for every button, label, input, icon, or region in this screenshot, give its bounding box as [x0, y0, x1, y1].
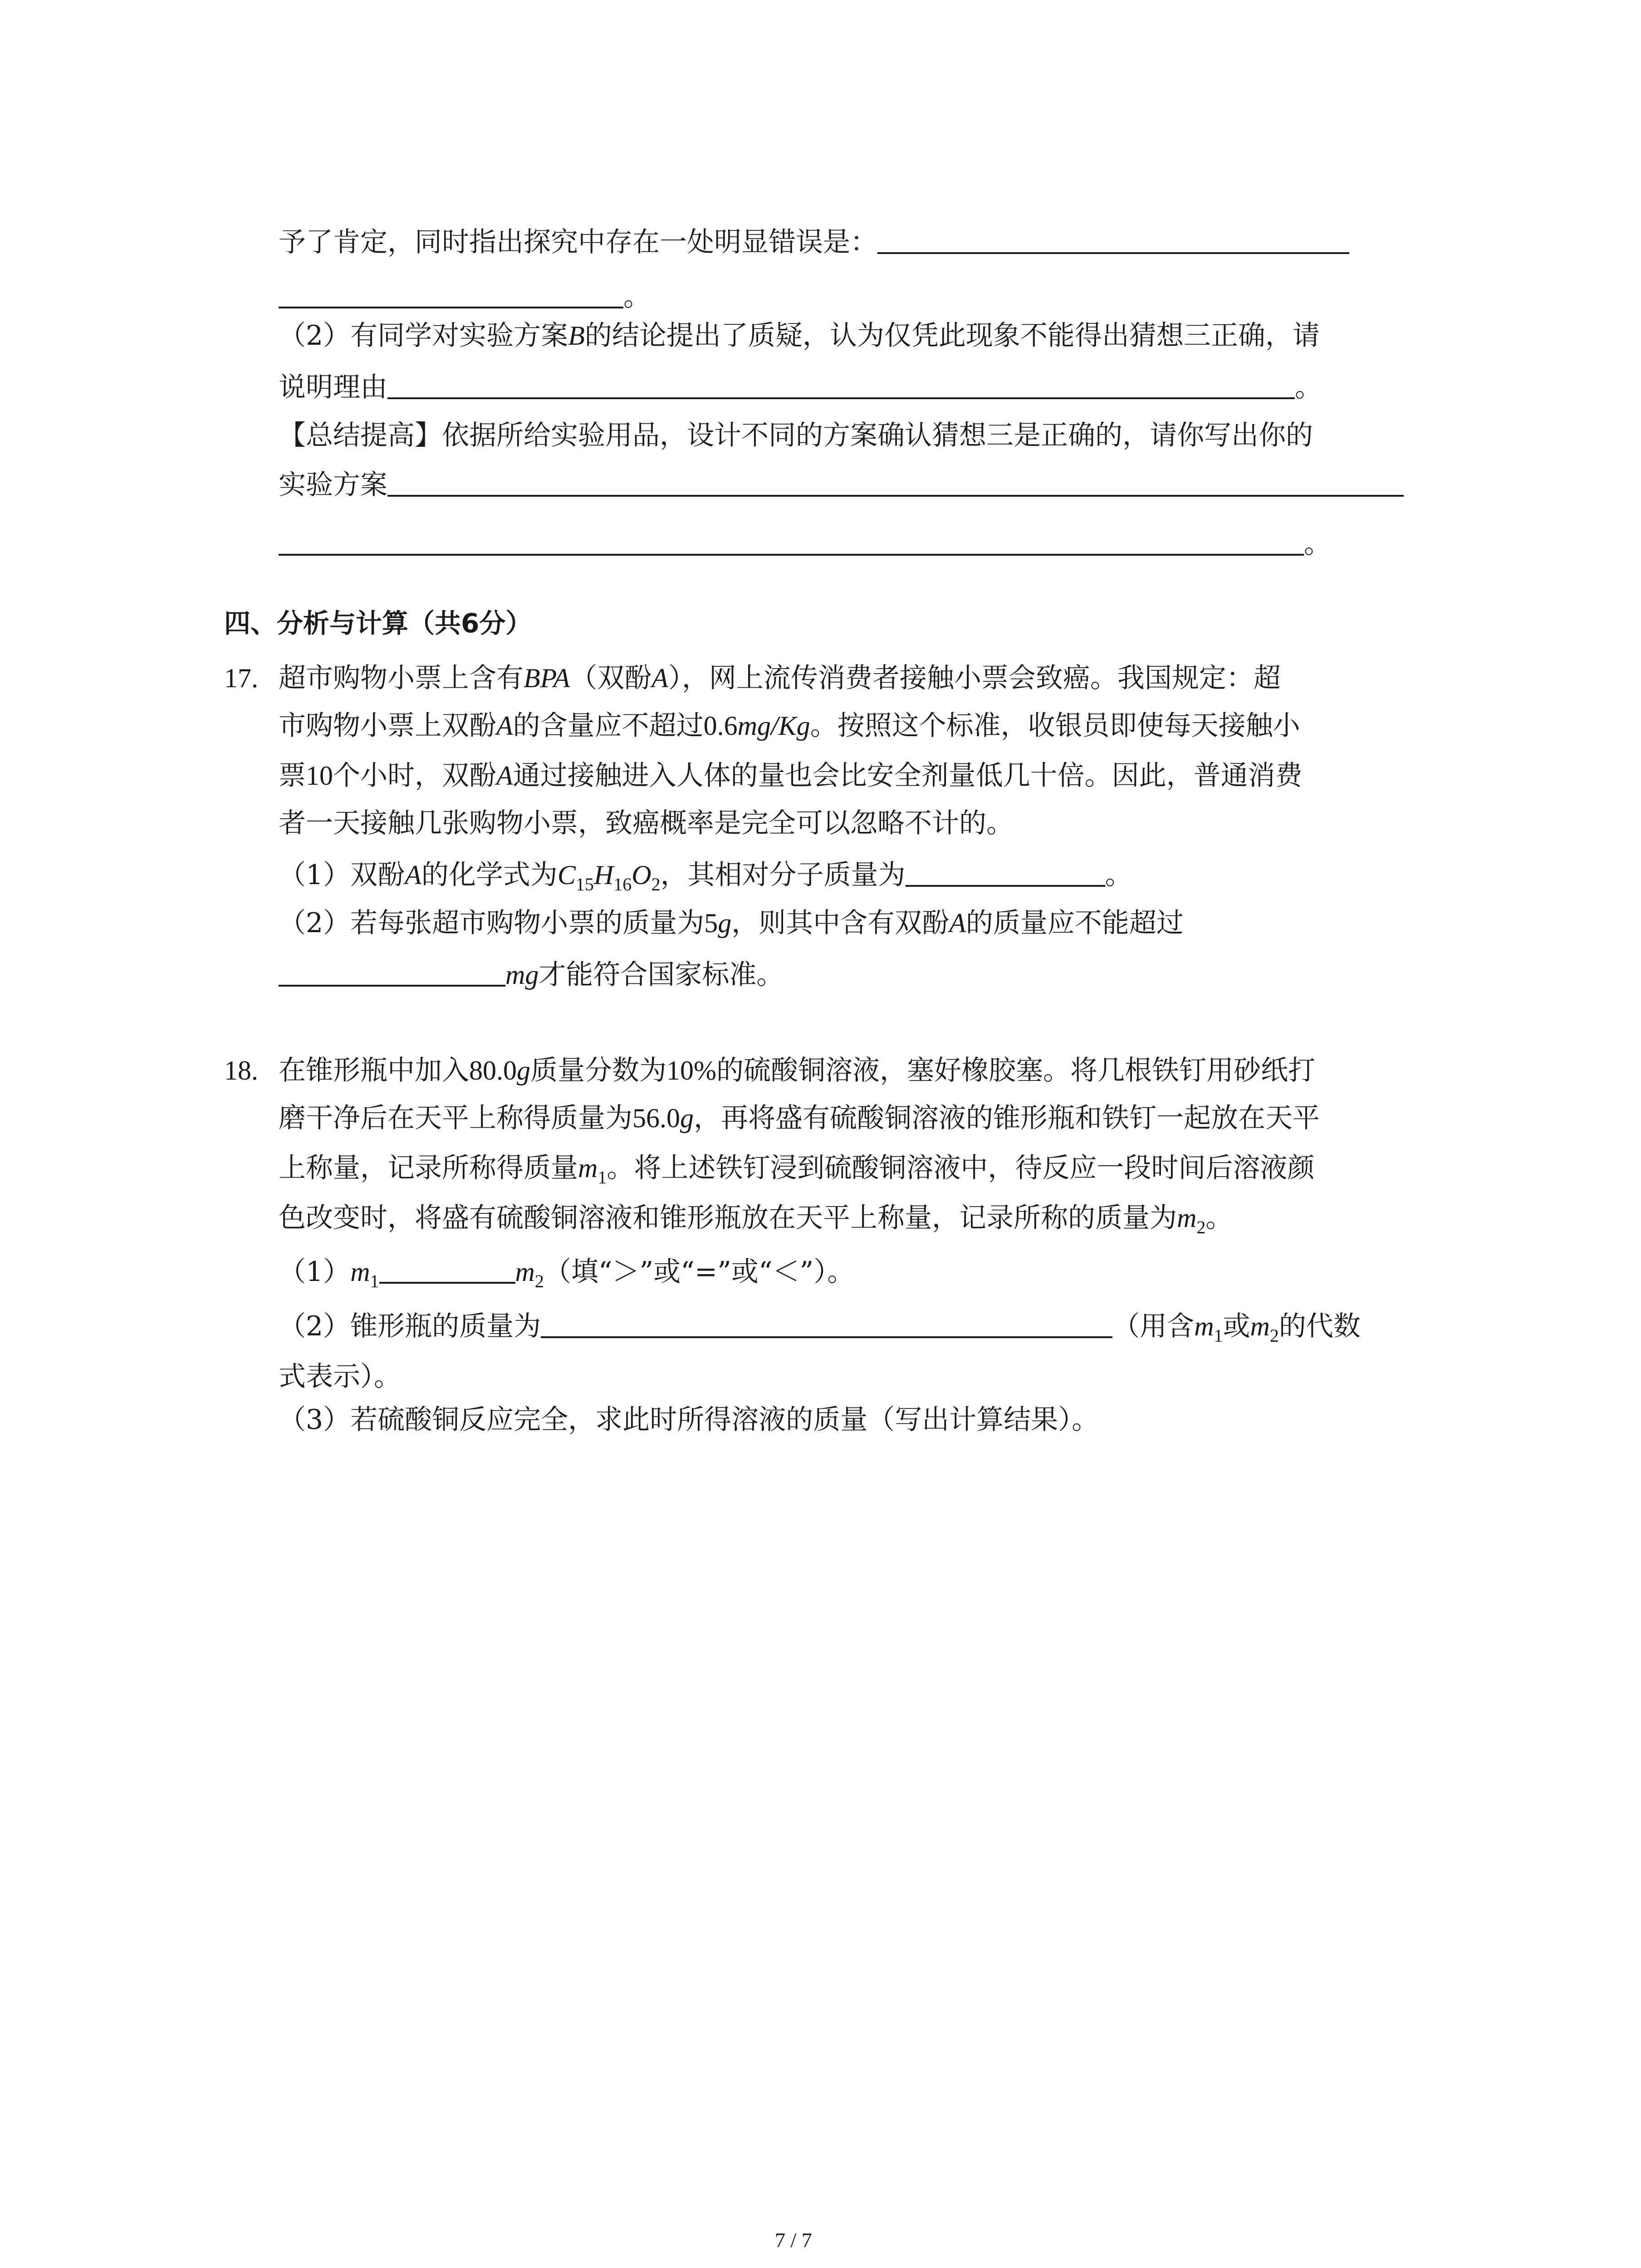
question-17-sub-3: mg才能符合国家标准。: [279, 959, 784, 988]
summary-line-2: 实验方案: [279, 469, 1404, 499]
continuation-line-1: 予了肯定，同时指出探究中存在一处明显错误是：: [279, 227, 1349, 256]
answer-blank[interactable]: [387, 469, 1404, 497]
answer-blank[interactable]: [279, 959, 505, 987]
question-17-line-2: 市购物小票上双酚A的含量应不超过0.6mg/Kg。按照这个标准，收银员即使每天接触小: [279, 710, 1300, 742]
question-17-sub-1: （1）双酚A的化学式为$C_{15}H_{16}O_2$，其相对分子质量为 。: [279, 859, 1132, 894]
question-18-line-2: 磨干净后在天平上称得质量为56.0g，再将盛有硫酸铜溶液的锥形瓶和铁钉一起放在天平: [279, 1102, 1320, 1134]
summary-line-1: 【总结提高】依据所给实验用品，设计不同的方案确认猜想三是正确的，请你写出你的: [279, 420, 1313, 451]
answer-blank[interactable]: [906, 860, 1105, 887]
subquestion-2-line-2: 说明理由 。: [279, 371, 1322, 403]
answer-blank[interactable]: [387, 372, 1295, 399]
question-18-sub-1: $(1)m_1$ $m_2$（填“＞”或“=”或“＜”）。: [279, 1256, 855, 1291]
summary-line-3: 。: [279, 528, 1331, 557]
question-18-number: 18.: [224, 1056, 258, 1085]
question-18-line-3: 上称量，记录所称得质量$m_1$。将上述铁钉浸到硫酸铜溶液中，待反应一段时间后溶液颜: [279, 1152, 1315, 1188]
question-18-line-4: 色改变时，将盛有硫酸铜溶液和锥形瓶放在天平上称量，记录所称的质量为$m_2$。: [279, 1202, 1233, 1237]
question-18-sub-2-cont: 式表示）。: [279, 1361, 401, 1393]
page-number: 7 / 7: [775, 2229, 812, 2252]
question-17-number: 17.: [224, 663, 258, 693]
question-17-line-1: 超市购物小票上含有BPA（双酚A），网上流传消费者接触小票会致癌。我国规定：超: [279, 662, 1281, 694]
answer-blank[interactable]: [877, 227, 1349, 254]
answer-blank[interactable]: [379, 1256, 515, 1284]
question-18-line-1: 在锥形瓶中加入80.0g质量分数为10%的硫酸铜溶液，塞好橡胶塞。将几根铁钉用砂纸打: [279, 1055, 1315, 1086]
question-17-line-4: 者一天接触几张购物小票，致癌概率是完全可以忽略不计的。: [279, 807, 1014, 839]
answer-blank[interactable]: [279, 528, 1304, 556]
question-18-sub-3: （3）若硫酸铜反应完全，求此时所得溶液的质量（写出计算结果）。: [279, 1404, 1099, 1436]
continuation-line-2: 。: [279, 281, 651, 310]
answer-blank[interactable]: [279, 281, 623, 308]
answer-blank[interactable]: [541, 1311, 1112, 1338]
question-18-sub-2: （2）锥形瓶的质量为 （用含$m_1$或$m_2$的代数: [279, 1310, 1361, 1346]
question-17-sub-2: （2）若每张超市购物小票的质量为5g，则其中含有双酚A的质量应不能超过: [279, 907, 1184, 939]
subquestion-2-line-1: （2）有同学对实验方案B的结论提出了质疑，认为仅凭此现象不能得出猜想三正确，请: [279, 320, 1320, 352]
section-heading: 四、分析与计算（共6分）: [224, 608, 532, 639]
question-17-line-3: 票10个小时，双酚A通过接触进入人体的量也会比安全剂量低几十倍。因此，普通消费: [279, 760, 1303, 792]
